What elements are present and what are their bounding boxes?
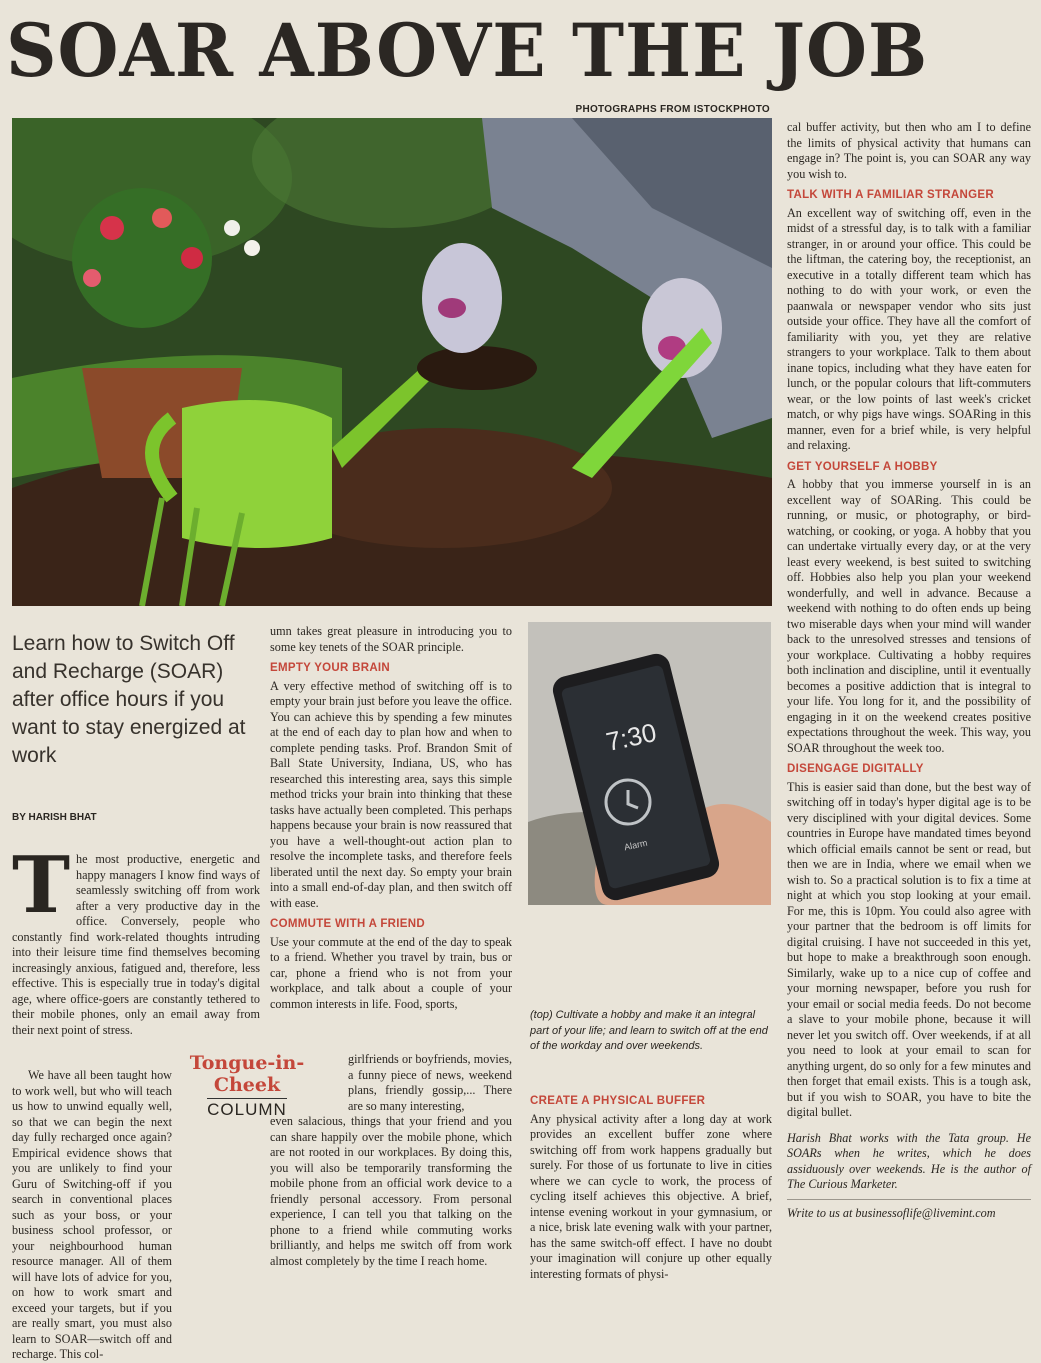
column-2-paragraph-1: A very effective method of switching off is to empty your brain just before you leave the office. You can achieve this by spending a few minutes at the end of each day to plan how and when to complete pending tasks. Prof. Brandon Smit of Ball State University, Indiana, US, who has researched this interesting area, says this simple method tricks your brain into thinking that these tasks have actually been completed. This perhaps happens because your brain is now reassured that you have a well-thought-out action plan to resolve the incomplete tasks, and therefore feels liberated until the next day. So empty your brain into a small end-of-day plan, and then switch off with ease.: [270, 678, 512, 910]
column-1-paragraph-1: The most productive, energetic and happy managers I know find ways of seamlessly switching off from work after a very productive day in the office. Conversely, people who constantly find work-related thoughts intruding into their leisure time find themselves becoming increasingly anxious, fatigued and, therefore, less effective. This is especially true in today's digital age, where office-goers are constantly tethered to their mobile phones, only an email away from their next point of stress.: [12, 840, 260, 1037]
dropcap: T: [12, 840, 71, 931]
subhead-commute-with-a-friend: COMMUTE WITH A FRIEND: [270, 918, 425, 930]
column-label-title: Tongue-in-Cheek: [189, 1052, 305, 1096]
column-1-para-2-start: [12, 1068, 172, 1363]
phone-photo: [528, 622, 771, 905]
phone-clock-time: 7:30: [603, 717, 660, 757]
bio-divider: [787, 1199, 1031, 1200]
headline: SOAR ABOVE THE JOB: [6, 6, 929, 95]
column-label: [172, 1052, 322, 1120]
author-bio: Harish Bhat works with the Tata group. He SOARs when he writes, which he does assiduously over weekends. He is the author of The Curious Marketer.: [787, 1130, 1031, 1191]
column-4-paragraph-3: This is easier said than done, but the best way of switching off in today's hyper digital age is to be very disciplined with your digital devices. Some countries in Europe have mandated times beyond which official emails cannot be sent or read, but then we are in India, where we email when we wish to. So a practical solution is to fix a time at night at which you stop looking at your email. For me, this is 10pm. You could also agree with your partner that the bedroom is off limits for digital cruising. I have not succeeded in this yet, but hope to make a breakthrough soon enough. Similarly, wake up to a nice cup of coffee and your morning newspaper, before you rush for your email or social media feeds. Do not become a slave to your mobile phone, because it will never let you switch off. Over weekends, if at all you need to look at your email to scan for anything urgent, do so only for a few minutes and then forget that email exists. This is a tough ask, but if you wish to SOAR, you have to bite the digital bullet.: [787, 779, 1031, 1119]
gardening-photo: [12, 118, 772, 606]
column-1: [12, 840, 260, 1038]
subhead-get-yourself-a-hobby: GET YOURSELF A HOBBY: [787, 460, 938, 473]
column-4-paragraph-2: A hobby that you immerse yourself in is an excellent way of SOARing. This could be running, or music, or photography, or bird-watching, or cooking, or yoga. A hobby that you can undertake virtually every day, or at the very least every weekend, is best suited to switching off. Hobbies also help you plan your weekend wonderfully, and well in advance. Because a weekend with nothing to do often ends up being two miserable days when your mind will wander back to the unresolved stresses and tensions of your workplace. Cultivating a hobby requires both inclination and discipline, until it eventually becomes a positive addiction that is integral to your life. You long for it, and the possibility of engaging in it on the weekend creates positive expectations throughout the week. This way, you SOAR throughout the week too.: [787, 477, 1031, 755]
column-3-paragraph-1: Any physical activity after a long day at work provides an excellent buffer zone where switching off from work happens gradually but surely. For those of us fortunate to live in cities where we can cycle to work, the process of cycling itself achieves this objective. A brief, intense evening workout in your gymnasium, or a nice, brisk late evening walk with your partner, has the same switch-off effect. I have no doubt your imagination will conjure up other equally interesting formats of physi-: [530, 1111, 772, 1281]
column-2: [270, 624, 512, 1012]
column-4: [787, 120, 1031, 1221]
column-2-continued: [348, 1052, 512, 1114]
subhead-empty-your-brain: EMPTY YOUR BRAIN: [270, 662, 391, 674]
photo-caption: (top) Cultivate a hobby and make it an integral part of your life; and learn to switch off at the end of the workday and over weekends.: [530, 1009, 768, 1052]
subhead-talk-with-a-familiar-stranger: TALK WITH A FAMILIAR STRANGER: [787, 189, 994, 201]
subhead-create-a-physical-buffer: CREATE A PHYSICAL BUFFER: [530, 1095, 706, 1107]
phone-alarm-label: Alarm: [623, 837, 649, 853]
column-2-paragraph-2c: even salacious, things that your friend and you can share happily over the mobile phone, which are not rooted in our workplaces. By doing this, you will also be temporarily transforming the mobile phone from an official work device to a friendly personal accessory. From personal experience, I can tell you that talking on the phone to a friend while commuting works brilliantly, and helps me switch off from work almost completely by the time I reach home.: [270, 1114, 512, 1268]
article-deck: Learn how to Switch Off and Recharge (SOAR) after office hours if you want to stay energized at work: [12, 632, 246, 767]
column-2-end: [270, 1114, 512, 1269]
column-2-paragraph-2: Use your commute at the end of the day to speak to a friend. Whether you travel by train, bus or car, phone a friend who is not from your workplace, and talk about a couple of your common interests in life. Food, sports,: [270, 934, 512, 1011]
column-3: [530, 1094, 772, 1282]
column-label-subtitle: COLUMN: [207, 1100, 287, 1119]
column-2-intro: umn takes great pleasure in introducing you to some key tenets of the SOAR principle.: [270, 624, 512, 654]
column-1-paragraph-2: We have all been taught how to work well, but who will teach us how to unwind equally well, so that we can begin the next day fully recharged once again? Empirical evidence shows that you are unlikely to find your Guru of Switching-off if you search in conventional places such as your boss, or your business school professor, or your neighbourhood human resource manager. All of them will have lots of advice for you, on how to work smart and exceed your targets, but if you are really smart, you must also learn to SOAR—switch off and recharge. This col-: [12, 1068, 172, 1361]
column-4-intro: cal buffer activity, but then who am I to define the limits of physical activity that humans can engage in? The point is, you can SOAR any way you wish to.: [787, 120, 1031, 181]
contact-line: Write to us at businessoflife@livemint.com: [787, 1205, 996, 1220]
subhead-disengage-digitally: DISENGAGE DIGITALLY: [787, 763, 924, 775]
column-2-paragraph-2b: girlfriends or boyfriends, movies, a funny piece of news, weekend plans, friendly gossip,... There are so many interesting,: [348, 1052, 512, 1113]
column-4-paragraph-1: An excellent way of switching off, even in the midst of a stressful day, is to talk with a familiar stranger, in or around your office. This could be the liftman, the catering boy, the receptionist, an executive in a totally different team which has nothing to do with your work, or even the paanwala or newspaper vendor who sits just outside your office. They have all the comfort of familiarity with you, yet they are relative strangers to your workplace. Talk to them about inane topics, including what they have eaten for lunch, or the popular colours that lift-commuters wear, or the low points of last week's cricket match, or why pigs have wings. SOARing in this manner, even for a brief while, is very helpful and relaxing.: [787, 205, 1031, 452]
byline: BY HARISH BHAT: [12, 812, 97, 823]
photo-credit: PHOTOGRAPHS FROM ISTOCKPHOTO: [575, 104, 770, 115]
